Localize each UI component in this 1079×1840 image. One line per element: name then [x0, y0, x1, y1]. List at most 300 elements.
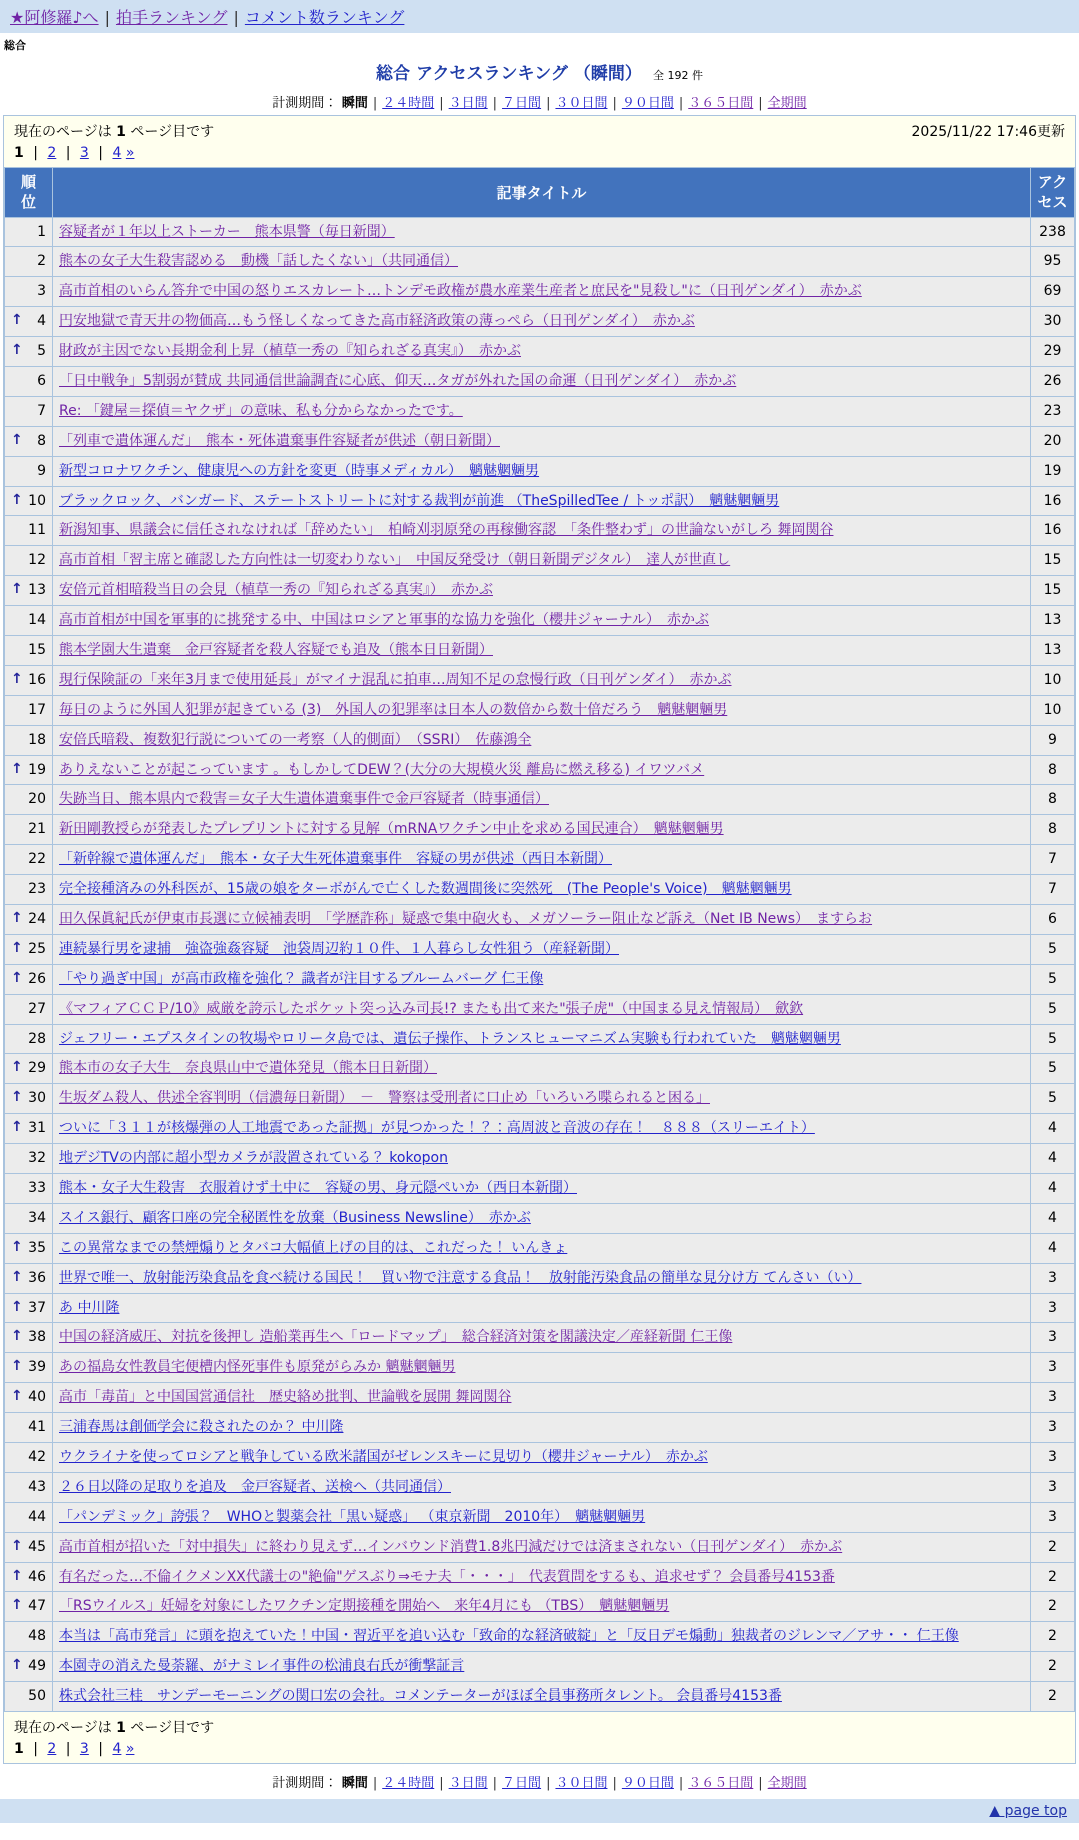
rank-cell: 3	[5, 277, 53, 307]
rank-up-arrow-icon: ↑	[11, 1059, 23, 1076]
access-count: 13	[1031, 635, 1075, 665]
article-title-cell	[53, 994, 1031, 1024]
article-link[interactable]: 容疑者が１年以上ストーカー 熊本県警（毎日新聞）	[59, 223, 395, 240]
pagination-page-3[interactable]: 3	[79, 1741, 89, 1758]
access-count: 3	[1031, 1443, 1075, 1473]
rank-cell: 32	[5, 1144, 53, 1174]
separator: |	[612, 1776, 617, 1792]
table-row	[5, 1263, 1075, 1293]
rank-cell: ↑ 31	[5, 1114, 53, 1144]
rank-cell: 44	[5, 1502, 53, 1532]
article-link[interactable]: 高市首相「習主席と確認した方向性は一切変わりない」 中国反発受け（朝日新聞デジタル） 達人が世直し	[59, 552, 731, 569]
pagination-next[interactable]: »	[125, 145, 135, 161]
article-title-cell	[53, 815, 1031, 845]
article-link[interactable]: 《マフィアＣＣＰ/10》威厳を誇示したポケット突っ込み司長!? またも出て来た"張子虎"（中国まる見え情報局） 歛欽	[59, 1000, 804, 1017]
article-link[interactable]: ２６日以降の足取りを追及 金戸容疑者、送検へ（共同通信）	[59, 1478, 451, 1495]
rank-cell: 22	[5, 845, 53, 875]
table-row	[5, 635, 1075, 665]
article-link[interactable]: 中国の経済威圧、対抗を後押し 造船業再生へ「ロードマップ」 総合経済対策を閣議決定／産経新聞 仁王像	[59, 1329, 733, 1346]
article-link[interactable]: あ 中川隆	[59, 1299, 120, 1316]
rank-up-arrow-icon: ↑	[11, 1567, 23, 1584]
article-title-cell	[53, 1383, 1031, 1413]
topnav-link-2[interactable]: コメント数ランキング	[244, 8, 405, 27]
access-count: 30	[1031, 307, 1075, 337]
article-link[interactable]: この異常なまでの禁煙煽りとタバコ大幅値上げの目的は、これだった！ いんきょ	[59, 1239, 568, 1256]
table-row	[5, 1652, 1075, 1682]
access-count: 4	[1031, 1233, 1075, 1263]
rank-cell: 17	[5, 695, 53, 725]
access-count: 13	[1031, 606, 1075, 636]
separator: |	[546, 1776, 551, 1792]
pagination-current-page: 1	[14, 145, 24, 161]
article-link[interactable]: スイス銀行、顧客口座の完全秘匿性を放棄（Business Newsline） 赤かぶ	[59, 1209, 531, 1226]
article-title-cell	[53, 1413, 1031, 1443]
table-row	[5, 247, 1075, 277]
period-link-6[interactable]: 全期間	[767, 96, 807, 111]
table-row	[5, 1353, 1075, 1383]
access-count: 5	[1031, 964, 1075, 994]
rank-cell: 21	[5, 815, 53, 845]
table-row	[5, 815, 1075, 845]
rank-cell: ↑ 24	[5, 904, 53, 934]
total-count: 全 192 件	[652, 69, 703, 82]
article-title-cell	[53, 576, 1031, 606]
article-title-cell	[53, 1472, 1031, 1502]
separator: |	[104, 8, 110, 27]
rank-cell: ↑ 16	[5, 665, 53, 695]
article-link[interactable]: 本当は「高市発言」に頭を抱えていた！中国・習近平を追い込む「致命的な経済破綻」と「反日デモ煽動」独裁者のジレンマ／アサ・・ 仁王像	[59, 1628, 959, 1645]
ranking-container	[3, 115, 1076, 1764]
rank-up-arrow-icon: ↑	[11, 1298, 23, 1315]
article-title-cell	[53, 1084, 1031, 1114]
rank-cell: 42	[5, 1443, 53, 1473]
rank-cell: 11	[5, 516, 53, 546]
table-row	[5, 1532, 1075, 1562]
access-count: 2	[1031, 1622, 1075, 1652]
table-row	[5, 994, 1075, 1024]
rank-column-header: 順位	[5, 168, 53, 218]
period-link-5[interactable]: ３６５日間	[688, 1776, 754, 1792]
article-link[interactable]: 有名だった…不倫イクメンXX代議士の"絶倫"ゲスぶり⇒モナ夫「・・・」 代表質問をするも、追求せず？ 会員番号4153番	[59, 1568, 835, 1585]
article-link[interactable]: ありえないことが起こっています 。もしかしてDEW？(大分の大規模火災 離島に燃え移る) イワツバメ	[59, 761, 705, 778]
article-link[interactable]: 「やり過ぎ中国」が高市政権を強化？ 識者が注目するブルームバーグ 仁王像	[59, 970, 544, 987]
access-count: 2	[1031, 1562, 1075, 1592]
period-link-1[interactable]: ３日間	[448, 1776, 488, 1792]
access-count: 3	[1031, 1472, 1075, 1502]
access-count: 3	[1031, 1293, 1075, 1323]
pagination-bottom	[4, 1739, 1075, 1763]
article-link[interactable]: 現行保険証の「来年3月まで使用延長」がマイナ混乱に拍車…周知不足の怠慢行政（日刊ゲンダイ） 赤かぶ	[59, 671, 732, 688]
article-title-cell	[53, 755, 1031, 785]
article-link[interactable]: ついに「３１１が核爆弾の人工地震であった証拠」が見つかった！？：高周波と音波の存在！ ８８８（スリーエイト）	[59, 1120, 815, 1137]
table-row	[5, 396, 1075, 426]
current-page-info-bottom	[4, 1712, 1075, 1739]
article-title-cell	[53, 635, 1031, 665]
rank-cell: 34	[5, 1203, 53, 1233]
article-title-cell	[53, 1353, 1031, 1383]
article-link[interactable]: 連続暴行男を逮捕 強盗強姦容疑 池袋周辺約１０件、１人暮らし女性狙う（産経新聞）	[59, 940, 619, 957]
article-link[interactable]: 新田剛教授らが発表したプレプリントに対する見解（mRNAワクチン中止を求める国民連合） 魑魅魍魎男	[59, 821, 724, 838]
article-link[interactable]: 高市首相が招いた「対中損失」に終わり見えず…インバウンド消費1.8兆円減だけでは済まされない（日刊ゲンダイ） 赤かぶ	[59, 1538, 843, 1555]
article-link[interactable]: 本園寺の消えた曼荼羅、がナミレイ事件の松浦良右氏が衝撃証言	[59, 1658, 465, 1675]
article-title-cell	[53, 366, 1031, 396]
separator: |	[439, 96, 444, 111]
access-count: 15	[1031, 546, 1075, 576]
access-count: 2	[1031, 1682, 1075, 1712]
article-title-cell	[53, 396, 1031, 426]
rank-up-arrow-icon: ↑	[11, 670, 23, 687]
table-row	[5, 1562, 1075, 1592]
table-row	[5, 1472, 1075, 1502]
rank-cell: 27	[5, 994, 53, 1024]
rank-cell: 20	[5, 785, 53, 815]
table-row	[5, 725, 1075, 755]
separator: |	[61, 145, 75, 161]
separator: |	[93, 1741, 108, 1758]
table-row	[5, 964, 1075, 994]
rank-up-arrow-icon: ↑	[11, 342, 23, 359]
rank-up-arrow-icon: ↑	[11, 581, 23, 598]
current-page-info-top	[4, 116, 1075, 143]
access-count: 8	[1031, 815, 1075, 845]
rank-cell: ↑ 36	[5, 1263, 53, 1293]
table-row	[5, 875, 1075, 905]
rank-cell: 33	[5, 1174, 53, 1204]
separator: |	[678, 1776, 684, 1792]
access-count: 7	[1031, 845, 1075, 875]
article-title-cell	[53, 964, 1031, 994]
access-count: 7	[1031, 875, 1075, 905]
article-link[interactable]: 田久保眞紀氏が伊東市長選に立候補表明 「学歴詐称」疑惑で集中砲火も、メガソーラー阻止など訴え（Net IB News） ますらお	[59, 910, 873, 927]
period-link-1[interactable]: ３日間	[448, 96, 488, 111]
rank-cell: ↑ 45	[5, 1532, 53, 1562]
article-link[interactable]: 新型コロナワクチン、健康児への方針を変更（時事メディカル） 魑魅魍魎男	[59, 462, 540, 479]
table-row	[5, 1502, 1075, 1532]
table-row	[5, 1144, 1075, 1174]
table-row	[5, 1383, 1075, 1413]
table-row	[5, 695, 1075, 725]
access-count: 9	[1031, 725, 1075, 755]
article-title-cell	[53, 1114, 1031, 1144]
separator: |	[233, 8, 239, 27]
article-link[interactable]: 高市首相のいらん答弁で中国の怒りエスカレート…トンデモ政権が農水産業生産者と庶民を"見殺し"に（日刊ゲンダイ） 赤かぶ	[59, 283, 862, 300]
rank-cell: 48	[5, 1622, 53, 1652]
rank-cell: ↑ 49	[5, 1652, 53, 1682]
period-selector-top	[0, 92, 1079, 111]
article-link[interactable]: 円安地獄で青天井の物価高…もう怪しくなってきた高市経済政策の薄っぺら（日刊ゲンダイ） 赤かぶ	[59, 313, 695, 330]
access-count: 16	[1031, 516, 1075, 546]
article-title-cell	[53, 337, 1031, 367]
article-link[interactable]: ジェフリー・エプスタインの牧場やロリータ島では、遺伝子操作、トランスヒューマニズム実験も行われていた 魑魅魍魎男	[59, 1030, 841, 1047]
pagination-page-4[interactable]: 4	[112, 1741, 122, 1758]
pagination-current-page: 1	[14, 1741, 24, 1758]
topnav-link-0[interactable]: ★阿修羅♪へ	[10, 8, 99, 27]
rank-up-arrow-icon: ↑	[11, 491, 23, 508]
access-count: 3	[1031, 1263, 1075, 1293]
article-title-cell	[53, 1203, 1031, 1233]
article-title-cell	[53, 904, 1031, 934]
article-link[interactable]: 熊本学園大生遺棄 金戸容疑者を殺人容疑でも追及（熊本日日新聞）	[59, 641, 493, 658]
article-link[interactable]: 安倍元首相暗殺当日の会見（植草一秀の『知られざる真実』） 赤かぶ	[59, 582, 493, 599]
article-link[interactable]: 熊本市の女子大生 奈良県山中で遺体発見（熊本日日新聞）	[59, 1060, 437, 1077]
access-count: 69	[1031, 277, 1075, 307]
access-count: 5	[1031, 1024, 1075, 1054]
rank-cell: 41	[5, 1413, 53, 1443]
rank-cell: 2	[5, 247, 53, 277]
rank-cell: ↑ 35	[5, 1233, 53, 1263]
table-row	[5, 307, 1075, 337]
table-row	[5, 426, 1075, 456]
separator: |	[61, 1741, 75, 1758]
article-title-cell	[53, 217, 1031, 247]
access-count: 3	[1031, 1383, 1075, 1413]
table-row	[5, 1323, 1075, 1353]
article-title-cell	[53, 695, 1031, 725]
access-count: 6	[1031, 904, 1075, 934]
rank-cell: ↑ 5	[5, 337, 53, 367]
access-count: 2	[1031, 1652, 1075, 1682]
table-row	[5, 366, 1075, 396]
article-link[interactable]: Re: 「鍵屋＝探偵＝ヤクザ」の意味、私も分からなかったです。	[59, 402, 463, 419]
table-row	[5, 1024, 1075, 1054]
rank-cell: 7	[5, 396, 53, 426]
article-link[interactable]: 「列車で遺体運んだ」 熊本・死体遺棄事件容疑者が供述（朝日新聞）	[59, 432, 500, 449]
article-link[interactable]: 「RSウイルス」妊婦を対象にしたワクチン定期接種を開始へ 来年4月にも （TBS） 魑魅魍魎男	[59, 1598, 670, 1615]
access-count: 19	[1031, 456, 1075, 486]
article-link[interactable]: 熊本の女子大生殺害認める 動機「話したくない」（共同通信）	[59, 253, 458, 270]
article-title-cell	[53, 1562, 1031, 1592]
separator: |	[758, 1776, 763, 1792]
separator: |	[28, 1741, 43, 1758]
rank-up-arrow-icon: ↑	[11, 1089, 23, 1106]
rank-up-arrow-icon: ↑	[11, 1388, 23, 1405]
separator: |	[678, 96, 684, 111]
rank-up-arrow-icon: ↑	[11, 1238, 23, 1255]
table-row	[5, 1443, 1075, 1473]
article-link[interactable]: 熊本・女子大生殺害 衣服着けず土中に 容疑の男、身元隠ぺいか（西日本新聞）	[59, 1180, 577, 1196]
article-link[interactable]: ウクライナを使ってロシアと戦争している欧米諸国がゼレンスキーに見切り（櫻井ジャーナル） 赤かぶ	[59, 1449, 708, 1466]
table-row	[5, 934, 1075, 964]
article-link[interactable]: 高市「毒苗」と中国国営通信社 歴史絡め批判、世論戦を展開 舞岡関谷	[59, 1389, 512, 1406]
separator: |	[93, 145, 108, 161]
article-link[interactable]: 三浦春馬は創価学会に殺されたのか？ 中川隆	[59, 1419, 344, 1436]
table-row	[5, 1084, 1075, 1114]
period-link-0[interactable]: ２４時間	[382, 96, 435, 111]
rank-up-arrow-icon: ↑	[11, 760, 23, 777]
rank-up-arrow-icon: ↑	[11, 312, 23, 329]
rank-cell: ↑ 13	[5, 576, 53, 606]
article-title-cell	[53, 1682, 1031, 1712]
access-count: 4	[1031, 1114, 1075, 1144]
article-title-cell	[53, 665, 1031, 695]
period-link-6[interactable]: 全期間	[767, 1776, 807, 1792]
access-count: 10	[1031, 695, 1075, 725]
article-title-cell	[53, 845, 1031, 875]
access-count: 20	[1031, 426, 1075, 456]
article-link[interactable]: 地デジTVの内部に超小型カメラが設置されている？ kokopon	[59, 1150, 448, 1167]
article-link[interactable]: 「パンデミック」誇張？ WHOと製薬会社「黒い疑惑」 （東京新聞 2010年） 魑魅魍魎男	[59, 1508, 646, 1525]
article-title-cell	[53, 1144, 1031, 1174]
article-title-cell	[53, 1054, 1031, 1084]
article-title-cell	[53, 1233, 1031, 1263]
article-title-cell	[53, 1532, 1031, 1562]
rank-cell: ↑ 46	[5, 1562, 53, 1592]
rank-cell: 15	[5, 635, 53, 665]
access-count: 2	[1031, 1532, 1075, 1562]
rank-cell: ↑ 25	[5, 934, 53, 964]
rank-cell: 12	[5, 546, 53, 576]
period-link-4[interactable]: ９０日間	[621, 96, 674, 111]
article-link[interactable]: 生坂ダム殺人、供述全容判明（信濃毎日新聞） － 警察は受刑者に口止め「いろいろ喋られると困る」	[59, 1090, 710, 1107]
article-link[interactable]: ブラックロック、バンガード、ステートストリートに対する裁判が前進 （TheSpilledTee / トッポ訳） 魑魅魍魎男	[59, 492, 780, 509]
separator: |	[612, 96, 617, 111]
article-title-cell	[53, 307, 1031, 337]
table-row	[5, 217, 1075, 247]
article-title-cell	[53, 516, 1031, 546]
article-link[interactable]: 失跡当日、熊本県内で殺害＝女子大生遺体遺棄事件で金戸容疑者（時事通信）	[59, 791, 549, 808]
table-row	[5, 1114, 1075, 1144]
access-count: 8	[1031, 785, 1075, 815]
table-row	[5, 1682, 1075, 1712]
rank-up-arrow-icon: ↑	[11, 431, 23, 448]
period-link-2[interactable]: ７日間	[502, 96, 542, 111]
page-top-link[interactable]: ▲ page top	[989, 1803, 1067, 1820]
period-label: 計測期間：	[272, 96, 338, 111]
period-link-4[interactable]: ９０日間	[621, 1776, 674, 1792]
pagination-page-2[interactable]: 2	[47, 145, 57, 161]
pagination-page-3[interactable]: 3	[79, 145, 89, 161]
rank-cell: ↑ 37	[5, 1293, 53, 1323]
article-title-cell	[53, 456, 1031, 486]
article-title-cell	[53, 1263, 1031, 1293]
table-row	[5, 546, 1075, 576]
access-column-header: アクセス	[1031, 168, 1075, 218]
topnav-link-1[interactable]: 拍手ランキング	[115, 8, 228, 27]
table-header-row	[5, 168, 1075, 218]
info-suffix: ページ目です	[125, 1720, 215, 1737]
rank-cell: ↑ 10	[5, 486, 53, 516]
table-row	[5, 337, 1075, 367]
access-count: 5	[1031, 934, 1075, 964]
rank-cell: ↑ 47	[5, 1592, 53, 1622]
period-current: 瞬間	[337, 96, 368, 111]
access-count: 3	[1031, 1413, 1075, 1443]
rank-cell: 1	[5, 217, 53, 247]
rank-cell: 43	[5, 1472, 53, 1502]
article-link[interactable]: あの福島女性教員宅便槽内怪死事件も原発がらみか 魑魅魍魎男	[59, 1359, 456, 1376]
article-title-cell	[53, 1652, 1031, 1682]
pagination-page-4[interactable]: 4	[112, 145, 122, 161]
period-link-5[interactable]: ３６５日間	[688, 96, 754, 111]
period-current: 瞬間	[337, 1776, 368, 1792]
rank-cell: ↑ 4	[5, 307, 53, 337]
page-title: 総合 アクセスランキング （瞬間）	[376, 64, 642, 84]
rank-cell: 23	[5, 875, 53, 905]
table-row	[5, 576, 1075, 606]
access-count: 29	[1031, 337, 1075, 367]
article-link[interactable]: 毎日のように外国人犯罪が起きている (3) 外国人の犯罪率は日本人の数倍から数十倍だろう 魑魅魍魎男	[59, 701, 728, 718]
table-row	[5, 516, 1075, 546]
article-link[interactable]: 新潟知事、県議会に信任されなければ「辞めたい」 柏崎刈羽原発の再稼働容認 「条件整わず」の世論ないがしろ 舞岡関谷	[59, 522, 834, 539]
table-row	[5, 665, 1075, 695]
rank-up-arrow-icon: ↑	[11, 1119, 23, 1136]
table-row	[5, 1592, 1075, 1622]
period-link-3[interactable]: ３０日間	[555, 96, 608, 111]
table-row	[5, 486, 1075, 516]
section-label: 総合	[4, 39, 26, 52]
article-link[interactable]: 「日中戦争」5割弱が賛成 共同通信世論調査に心底、仰天…タガが外れた国の命運（日刊ゲンダイ） 赤かぶ	[59, 372, 737, 389]
pagination-next[interactable]: »	[125, 1741, 135, 1758]
article-link[interactable]: 「新幹線で遺体運んだ」 熊本・女子大生死体遺棄事件 容疑の男が供述（西日本新聞）	[59, 851, 612, 868]
article-title-cell	[53, 725, 1031, 755]
rank-cell: 14	[5, 606, 53, 636]
article-title-cell	[53, 606, 1031, 636]
table-row	[5, 845, 1075, 875]
access-count: 16	[1031, 486, 1075, 516]
article-title-cell	[53, 486, 1031, 516]
article-title-cell	[53, 1293, 1031, 1323]
article-link[interactable]: 世界で唯一、放射能汚染食品を食べ続ける国民！ 買い物で注意する食品！ 放射能汚染食品の簡単な見分け方 てんさい（い）	[59, 1269, 862, 1286]
table-row	[5, 1233, 1075, 1263]
article-link[interactable]: 安倍氏暗殺、複数犯行説についての一考察（人的側面） （SSRI） 佐藤鴻全	[59, 731, 532, 748]
table-row	[5, 456, 1075, 486]
rank-cell: ↑ 40	[5, 1383, 53, 1413]
period-link-3[interactable]: ３０日間	[555, 1776, 608, 1792]
access-count: 8	[1031, 755, 1075, 785]
article-link[interactable]: 高市首相が中国を軍事的に挑発する中、中国はロシアと軍事的な協力を強化（櫻井ジャーナル） 赤かぶ	[59, 612, 710, 629]
access-count: 3	[1031, 1353, 1075, 1383]
article-title-cell	[53, 277, 1031, 307]
rank-cell: ↑ 39	[5, 1353, 53, 1383]
rank-cell: ↑ 19	[5, 755, 53, 785]
article-title-cell	[53, 785, 1031, 815]
rank-cell: ↑ 30	[5, 1084, 53, 1114]
pagination-page-2[interactable]: 2	[47, 1741, 57, 1758]
period-link-0[interactable]: ２４時間	[382, 1776, 435, 1792]
article-link[interactable]: 財政が主因でない長期金利上昇（植草一秀の『知られざる真実』） 赤かぶ	[59, 343, 521, 360]
period-selector-bottom	[0, 1772, 1079, 1791]
article-title-cell	[53, 875, 1031, 905]
separator: |	[372, 96, 378, 111]
separator: |	[546, 96, 551, 111]
table-row	[5, 1054, 1075, 1084]
article-title-cell	[53, 1174, 1031, 1204]
rank-up-arrow-icon: ↑	[11, 1268, 23, 1285]
page-title-line	[0, 59, 1079, 84]
article-title-cell	[53, 1592, 1031, 1622]
rank-up-arrow-icon: ↑	[11, 909, 23, 926]
top-navigation	[0, 0, 1079, 33]
rank-up-arrow-icon: ↑	[11, 1657, 23, 1674]
rank-cell: ↑ 8	[5, 426, 53, 456]
period-label: 計測期間：	[272, 1776, 338, 1792]
rank-cell: ↑ 26	[5, 964, 53, 994]
table-row	[5, 606, 1075, 636]
table-row	[5, 1203, 1075, 1233]
rank-cell: 50	[5, 1682, 53, 1712]
access-count: 4	[1031, 1174, 1075, 1204]
article-title-cell	[53, 1024, 1031, 1054]
info-page-number: 1	[116, 1720, 126, 1737]
article-title-cell	[53, 934, 1031, 964]
article-link[interactable]: 完全接種済みの外科医が、15歳の娘をターボがんで亡くした数週間後に突然死 (The People's Voice) 魑魅魍魎男	[59, 881, 792, 898]
table-row	[5, 785, 1075, 815]
article-link[interactable]: 株式会社三桂 サンデーモーニングの関口宏の会社。コメンテーターがほぼ全員事務所タレント。 会員番号4153番	[59, 1688, 782, 1705]
table-row	[5, 1413, 1075, 1443]
rank-up-arrow-icon: ↑	[11, 1328, 23, 1345]
period-link-2[interactable]: ７日間	[502, 1776, 542, 1792]
table-row	[5, 277, 1075, 307]
